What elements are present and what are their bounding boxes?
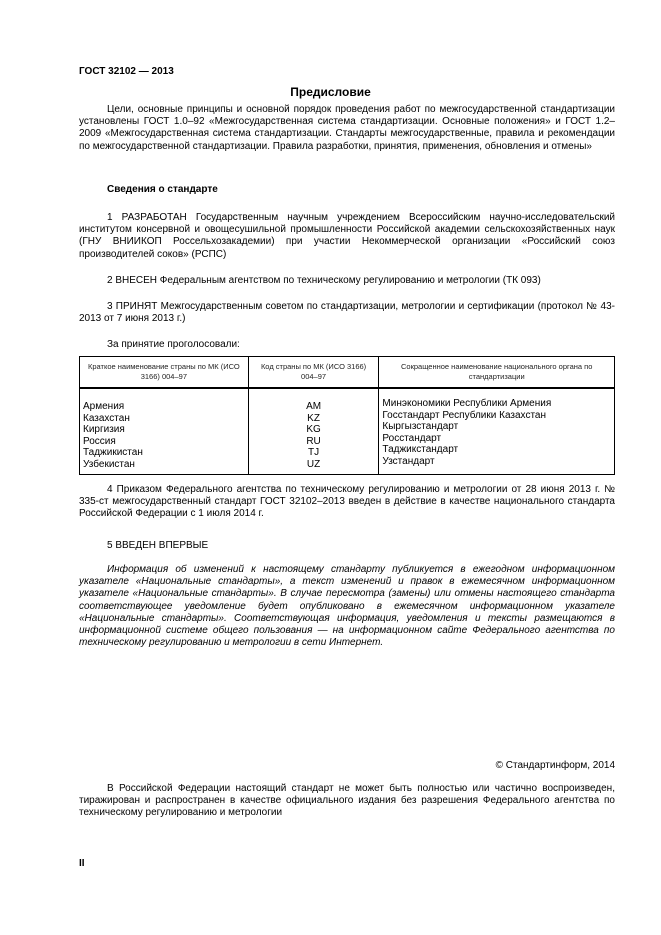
country-name: Казахстан bbox=[83, 412, 130, 424]
page-title: Предисловие bbox=[290, 85, 371, 99]
country-code: KZ bbox=[307, 412, 320, 424]
standard-body: Кыргызстандарт bbox=[382, 421, 459, 432]
country-code: AM bbox=[306, 401, 322, 412]
standard-body: Росстандарт bbox=[382, 432, 442, 444]
section-heading: Сведения о стандарте bbox=[107, 184, 218, 195]
country-name: Армения bbox=[83, 401, 125, 412]
page-number: II bbox=[79, 858, 85, 869]
col-country-name-header: Краткое наименование страны по МК (ИСО 3166) 004–97 bbox=[80, 357, 249, 389]
item-adopted: 3 ПРИНЯТ Межгосударственным советом по стандартизации, метрологии и сертификации (протокол № 43-2013 от 7 июня 2013 г.) bbox=[79, 301, 615, 325]
item-submitted: 2 ВНЕСЕН Федеральным агентством по техническому регулированию и метрологии (ТК 093) bbox=[107, 275, 541, 286]
country-name: Узбекистан bbox=[83, 458, 135, 470]
item-developed: 1 РАЗРАБОТАН Государственным научным учреждением Всероссийским научно-исследовательский институтом консервной и овощесушильной промышленности Российской академии сельскохозяйственных наук (ГНУ ВНИИКОП Россельхозакадемии) при участии Некоммерческой организации «Российский союз производителей соков» (РСПС) bbox=[79, 212, 615, 260]
country-code: KG bbox=[306, 424, 321, 435]
rights-notice: В Российской Федерации настоящий стандарт не может быть полностью или частично воспроизведен, тиражирован и распространен в качестве официального издания без разрешения Федерального агентства по техническому регулированию и метрологии bbox=[79, 783, 615, 819]
standard-body: Узстандарт bbox=[382, 455, 435, 467]
copyright: © Стандартинформ, 2014 bbox=[495, 760, 615, 771]
col-country-code-header: Код страны по МК (ИСО 3166) 004–97 bbox=[248, 357, 379, 389]
item-introduced: 5 ВВЕДЕН ВПЕРВЫЕ bbox=[107, 540, 209, 551]
vote-label: За принятие проголосовали: bbox=[107, 339, 240, 350]
col-standard-body-header: Сокращенное наименование национального органа по стандартизации bbox=[379, 357, 615, 389]
document-code: ГОСТ 32102 — 2013 bbox=[79, 66, 174, 77]
intro-paragraph: Цели, основные принципы и основной порядок проведения работ по межгосударственной стандартизации установлены ГОСТ 1.0–92 «Межгосударственная система стандартизации. Основные положения» и ГОСТ 1.2–2009 «Межгосударственная система стандартизации. Стандарты межгосударственные, правила и рекомендации по межгосударственной стандартизации. Правила разработки, принятия, применения, обновления и отмены» bbox=[79, 104, 615, 152]
country-code: TJ bbox=[308, 447, 320, 458]
table-header-row bbox=[80, 357, 615, 389]
country-code: RU bbox=[306, 435, 321, 447]
body-list bbox=[379, 388, 615, 475]
country-name: Таджикистан bbox=[83, 447, 143, 458]
item-enacted: 4 Приказом Федерального агентства по техническому регулированию и метрологии от 28 июня 2013 г. № 335-ст межгосударственный стандарт ГОСТ 32102–2013 введен в действие в качестве национального стандарта Российской Федерации с 1 июля 2014 г. bbox=[79, 484, 615, 520]
standard-body: Таджикстандарт bbox=[382, 444, 459, 455]
country-list bbox=[80, 388, 249, 475]
standard-body: Госстандарт Республики Казахстан bbox=[382, 409, 546, 421]
voting-table bbox=[79, 356, 615, 475]
country-name: Киргизия bbox=[83, 424, 125, 435]
country-name: Россия bbox=[83, 435, 116, 447]
publication-notice: Информация об изменений к настоящему стандарту публикуется в ежегодном информационном указателе «Национальные стандарты», а текст изменений и правок в ежемесячном информационном указателе «Национальные стандарты». В случае пересмотра (замены) или отмены настоящего стандарта соответствующее уведомление будет опубликовано в ежемесячном информационном указателе «Национальные стандарты». Соответствующая информация, уведомления и тексты размещаются в информационной системе общего пользования — на информационном сайте Федерального агентства по техническому регулированию и метрологии в сети Интернет. bbox=[79, 564, 615, 649]
table-row bbox=[80, 388, 615, 475]
standard-body: Минэкономики Республики Армения bbox=[382, 398, 552, 409]
code-list bbox=[248, 388, 379, 475]
country-code: UZ bbox=[306, 458, 321, 470]
